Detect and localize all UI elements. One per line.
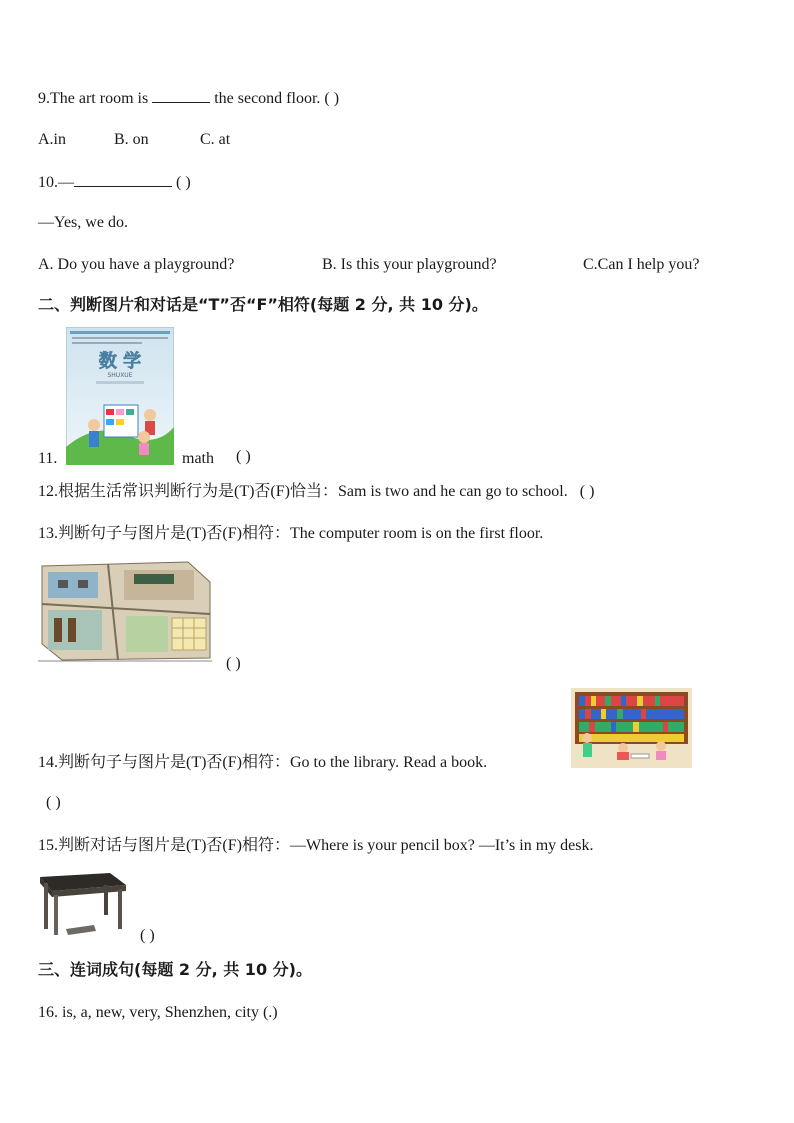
q11-word: math <box>182 450 214 467</box>
answer-paren[interactable]: ( ) <box>324 90 340 107</box>
q10-reply: —Yes, we do. <box>38 214 128 231</box>
book-pinyin: SHUXUE <box>107 372 133 379</box>
q10-option-b: B. Is this your playground? <box>322 256 497 273</box>
q10-option-c: C.Can I help you? <box>583 256 700 273</box>
q16-text: 16. is, a, new, very, Shenzhen, city (.) <box>38 1004 278 1021</box>
answer-paren[interactable]: ( ) <box>236 448 251 465</box>
q15-text: 15.判断对话与图片是(T)否(F)相符：—Where is your pencil box? —It’s in my desk. <box>38 837 594 854</box>
q12-text: 12.根据生活常识判断行为是(T)否(F)恰当：Sam is two and he can go to school. <box>38 483 568 500</box>
answer-paren[interactable]: ( ) <box>579 483 595 500</box>
q14-text: 14.判断句子与图片是(T)否(F)相符：Go to the library. Read a book. <box>38 754 488 771</box>
answer-paren[interactable]: ( ) <box>140 927 155 944</box>
q9-option-b: B. on <box>114 131 149 148</box>
library-image <box>571 688 692 768</box>
desk-image <box>38 869 128 939</box>
question-9 <box>38 88 339 109</box>
answer-paren[interactable]: ( ) <box>226 655 241 672</box>
section-2-title: 二、判断图片和对话是“T”否“F”相符(每题 2 分, 共 10 分)。 <box>38 295 488 314</box>
book-title: 数 学 <box>98 351 142 372</box>
section-3-title: 三、连词成句(每题 2 分, 共 10 分)。 <box>38 960 312 979</box>
q9-suffix: the second floor. <box>214 90 321 107</box>
answer-paren[interactable]: ( ) <box>46 794 61 811</box>
q9-prefix: 9.The art room is <box>38 90 149 107</box>
answer-blank[interactable] <box>152 88 210 103</box>
answer-paren[interactable]: ( ) <box>176 174 191 191</box>
q13-text: 13.判断句子与图片是(T)否(F)相符：The computer room is on the first floor. <box>38 525 544 542</box>
answer-blank[interactable] <box>74 172 172 187</box>
question-10 <box>38 172 191 193</box>
q9-option-c: C. at <box>200 131 231 148</box>
q10-option-a: A. Do you have a playground? <box>38 256 235 273</box>
q10-prefix: 10.— <box>38 174 74 191</box>
q11-number: 11. <box>38 450 58 467</box>
q9-option-a: A.in <box>38 131 66 148</box>
math-book-image <box>66 327 174 465</box>
school-building-image <box>38 558 212 662</box>
question-12 <box>38 482 594 502</box>
